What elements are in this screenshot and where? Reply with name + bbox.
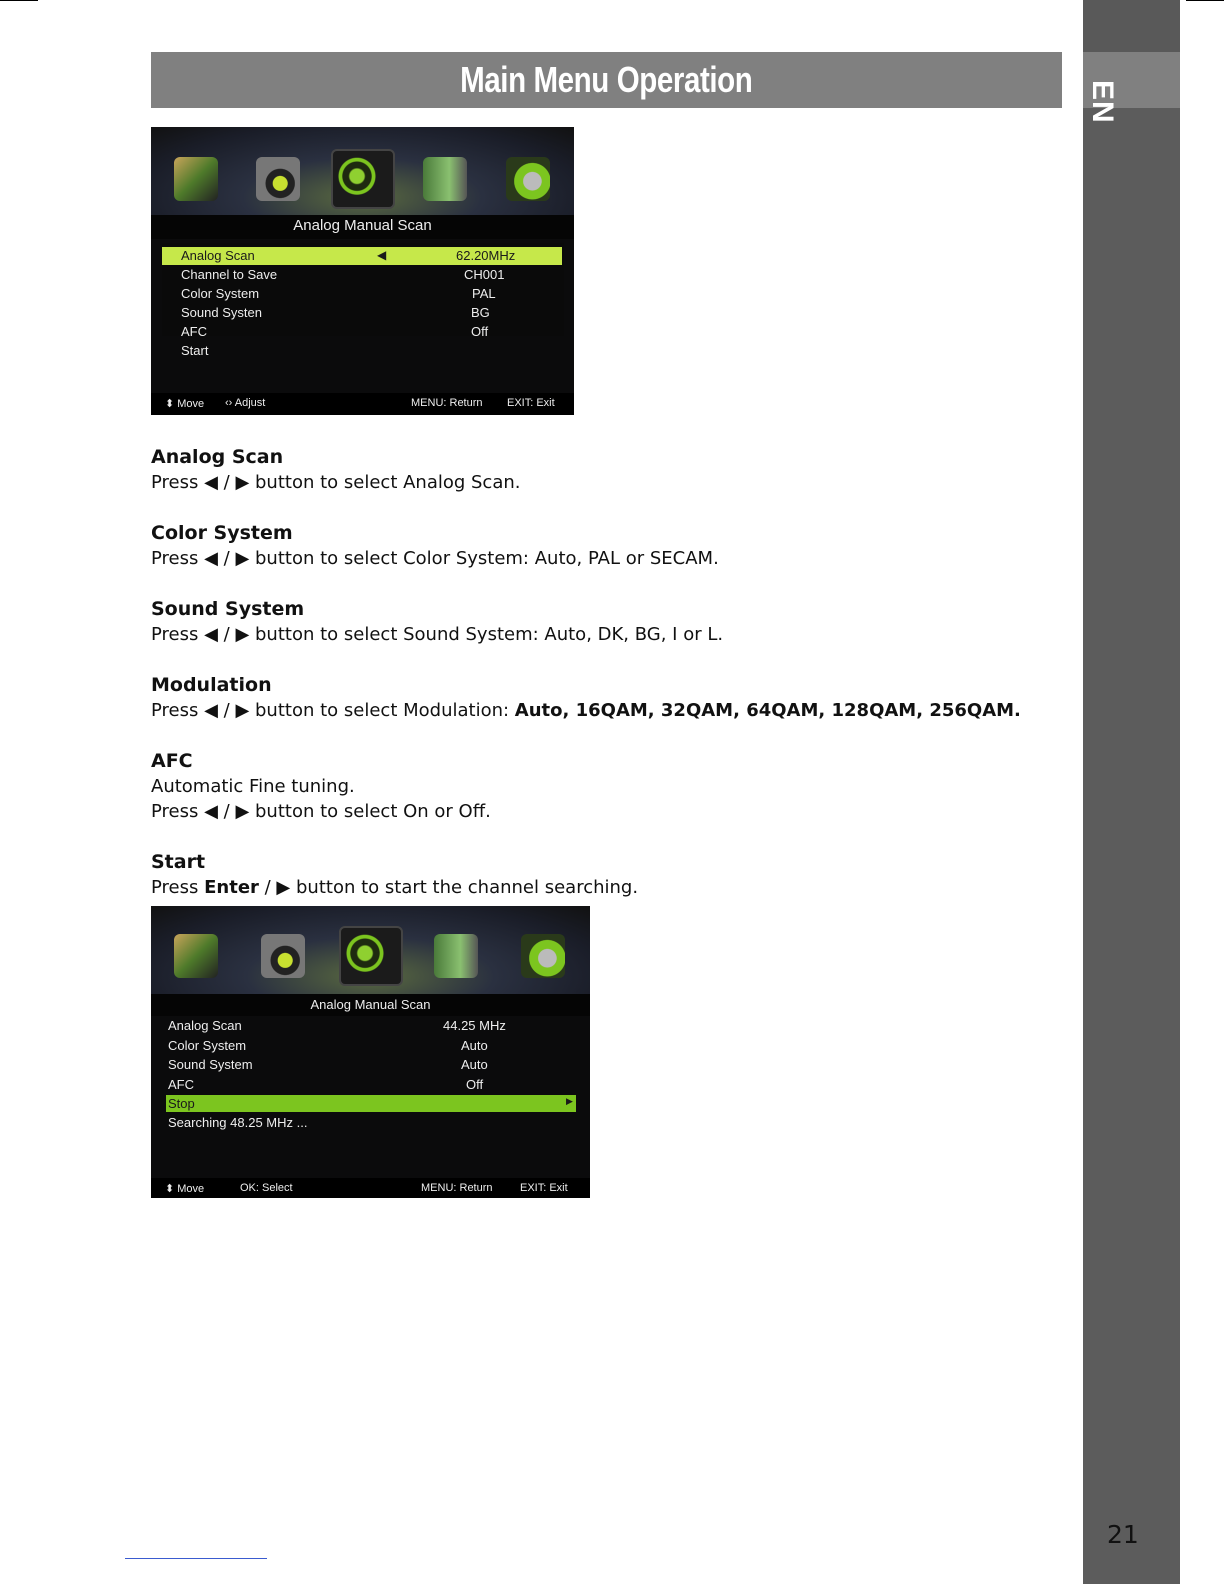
tv-channel-icon: [339, 926, 403, 986]
menu-row-color-system[interactable]: Color System: [168, 1038, 247, 1053]
footer-select: OK: Select: [240, 1182, 293, 1194]
text-start-prefix: Press: [151, 877, 205, 898]
menu-row-sound-system[interactable]: Sound Systen: [181, 305, 262, 320]
music-icon: [256, 157, 300, 201]
text-afc-line2: Press ◀ / ▶ button to select On or Off.: [151, 801, 491, 822]
screen-header-text: Analog Manual Scan: [293, 217, 432, 234]
text-start: [151, 877, 638, 898]
screen-footer: [151, 393, 574, 415]
tv-channel-icon: [331, 149, 395, 209]
heading-sound-system: Sound System: [151, 598, 305, 620]
crop-mark-right: [1186, 0, 1224, 1]
title-bar: [151, 52, 1062, 108]
screen-header-text: Analog Manual Scan: [310, 997, 431, 1012]
lock-icon: [423, 157, 467, 201]
left-arrow-icon[interactable]: ◀: [377, 248, 387, 262]
text-color-system: Press ◀ / ▶ button to select Color System: Auto, PAL or SECAM.: [151, 548, 719, 569]
text-modulation-prefix: Press ◀ / ▶ button to select Modulation:: [151, 700, 515, 721]
footer-menu-return: MENU: Return: [411, 397, 483, 409]
menu-icon-bar: [151, 127, 574, 215]
heading-afc: AFC: [151, 750, 193, 772]
menu-row-channel-to-save[interactable]: Channel to Save: [181, 267, 278, 282]
heading-color-system: Color System: [151, 522, 293, 544]
text-start-enter: Enter: [204, 877, 259, 898]
heading-analog-scan: Analog Scan: [151, 446, 284, 468]
text-start-suffix: / ▶ button to start the channel searching.: [258, 877, 639, 898]
tv-screen-analog-scan-searching: [151, 906, 590, 1198]
photo-icon: [174, 157, 218, 201]
menu-value-analog-scan: 62.20MHz: [456, 248, 516, 263]
menu-value-color-system: PAL: [472, 286, 496, 301]
right-arrow-icon[interactable]: ▶: [566, 1096, 573, 1106]
menu-row-analog-scan[interactable]: Analog Scan: [181, 248, 255, 263]
menu-value-sound-system: BG: [471, 305, 490, 320]
settings-icon: [521, 934, 565, 978]
sidebar-top: [1083, 0, 1180, 52]
footer-exit: EXIT: Exit: [507, 397, 555, 409]
footer-exit: EXIT: Exit: [520, 1182, 568, 1194]
menu-row-afc[interactable]: AFC: [168, 1077, 194, 1092]
photo-icon: [174, 934, 218, 978]
footer-move: ⬍ Move: [165, 1183, 205, 1195]
music-icon: [261, 934, 305, 978]
screen-footer: [151, 1178, 590, 1198]
menu-row-start[interactable]: Start: [181, 343, 209, 358]
menu-row-color-system[interactable]: Color System: [181, 286, 260, 301]
crop-mark-left: [0, 0, 38, 1]
footer-adjust: ‹› Adjust: [225, 397, 266, 409]
footer-menu-return: MENU: Return: [421, 1182, 493, 1194]
menu-value-analog-scan: 44.25 MHz: [443, 1018, 506, 1033]
language-label: EN: [1086, 80, 1119, 124]
menu-row-sound-system[interactable]: Sound System: [168, 1057, 253, 1072]
heading-start: Start: [151, 851, 206, 873]
footer-rule: [125, 1558, 267, 1559]
lock-icon: [434, 934, 478, 978]
tv-screen-analog-manual-scan: [151, 127, 574, 415]
menu-row-analog-scan[interactable]: Analog Scan: [168, 1018, 242, 1033]
menu-value-color-system: Auto: [461, 1038, 488, 1053]
text-modulation: [151, 700, 1021, 721]
selected-row-highlight: [166, 1095, 576, 1112]
screen-header: [151, 994, 590, 1016]
text-afc-line1: Automatic Fine tuning.: [151, 776, 355, 797]
text-analog-scan: Press ◀ / ▶ button to select Analog Scan.: [151, 472, 521, 493]
page-number: 21: [1107, 1520, 1139, 1549]
screen-header: [151, 215, 574, 239]
footer-move: ⬍ Move: [165, 398, 205, 410]
heading-modulation: Modulation: [151, 674, 272, 696]
menu-row-afc[interactable]: AFC: [181, 324, 207, 339]
menu-value-channel-to-save: CH001: [464, 267, 505, 282]
menu-icon-bar: [151, 906, 590, 994]
text-modulation-options: Auto, 16QAM, 32QAM, 64QAM, 128QAM, 256QAM.: [514, 700, 1021, 721]
settings-icon: [506, 157, 550, 201]
menu-value-sound-system: Auto: [461, 1057, 488, 1072]
sidebar: [1083, 0, 1180, 1584]
menu-value-afc: Off: [471, 324, 489, 339]
text-sound-system: Press ◀ / ▶ button to select Sound System: Auto, DK, BG, I or L.: [151, 624, 724, 645]
menu-row-stop[interactable]: Stop: [168, 1096, 195, 1111]
page-title: Main Menu Operation: [460, 59, 753, 100]
searching-status: Searching 48.25 MHz ...: [168, 1115, 308, 1130]
menu-value-afc: Off: [466, 1077, 484, 1092]
